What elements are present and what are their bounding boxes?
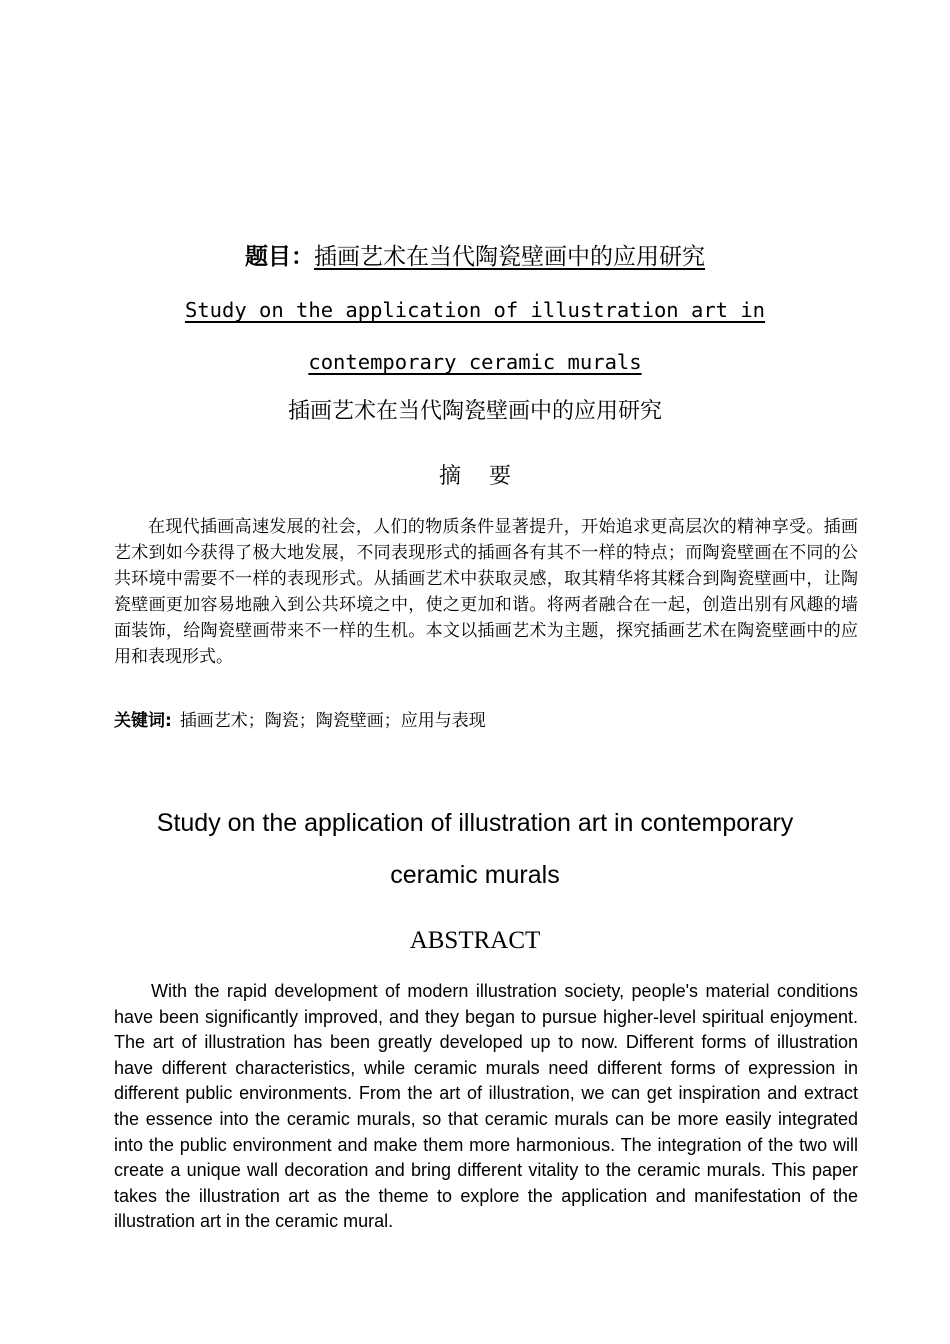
chinese-abstract-heading: 摘要 xyxy=(438,464,539,489)
english-title-line-2 xyxy=(0,348,950,379)
keywords-line xyxy=(114,708,858,734)
english-abstract-heading: ABSTRACT xyxy=(409,927,541,954)
chinese-title-label: 题目： xyxy=(245,244,314,270)
english-title-line-1 xyxy=(0,296,950,327)
chinese-title-text: 插画艺术在当代陶瓷壁画中的应用研究 xyxy=(314,244,705,270)
keywords-value: 插画艺术；陶瓷；陶瓷壁画；应用与表现 xyxy=(179,711,486,731)
keywords-label: 关键词: xyxy=(114,711,172,731)
chinese-title xyxy=(0,240,950,274)
english-title-line-2-text: contemporary ceramic murals xyxy=(308,350,642,374)
chinese-abstract-body: 在现代插画高速发展的社会，人们的物质条件显著提升，开始追求更高层次的精神享受。插画艺术到如今获得了极大地发展，不同表现形式的插画各有其不一样的特点；而陶瓷壁画在不同的公共环境中需要不一样的表现形式。从插画艺术中获取灵感，取其精华将其糅合到陶瓷壁画中，让陶瓷壁画更加容易地融入到公共环境之中，使之更加和谐。将两者融合在一起，创造出别有风趣的墙面装饰，给陶瓷壁画带来不一样的生机。本文以插画艺术为主题，探究插画艺术在陶瓷壁画中的应用和表现形式。 xyxy=(114,517,858,667)
chinese-subtitle: 插画艺术在当代陶瓷壁画中的应用研究 xyxy=(287,399,662,424)
english-section-title-line-1: Study on the application of illustration art in contemporary xyxy=(156,809,794,837)
english-abstract-body: With the rapid development of modern illustration society, people's material conditions have been significantly improved, and they began to pursue higher-level spiritual enjoyment. The art of illustration has been greatly developed up to now. Different forms of illustration have different characteristics, while ceramic murals need different forms of expression in different public environments. From the art of illustration, we can get inspiration and extract the essence into the ceramic murals, so that ceramic murals can be more easily integrated into the public environment and make them more harmonious. The integration of the two will create a unique wall decoration and bring different vitality to the ceramic murals. This paper takes the illustration art as the theme to explore the application and manifestation of the illustration art in the ceramic mural. xyxy=(114,981,858,1232)
english-title-line-1-text: Study on the application of illustration art in xyxy=(184,298,766,322)
english-section-title-line-2: ceramic murals xyxy=(390,861,560,889)
